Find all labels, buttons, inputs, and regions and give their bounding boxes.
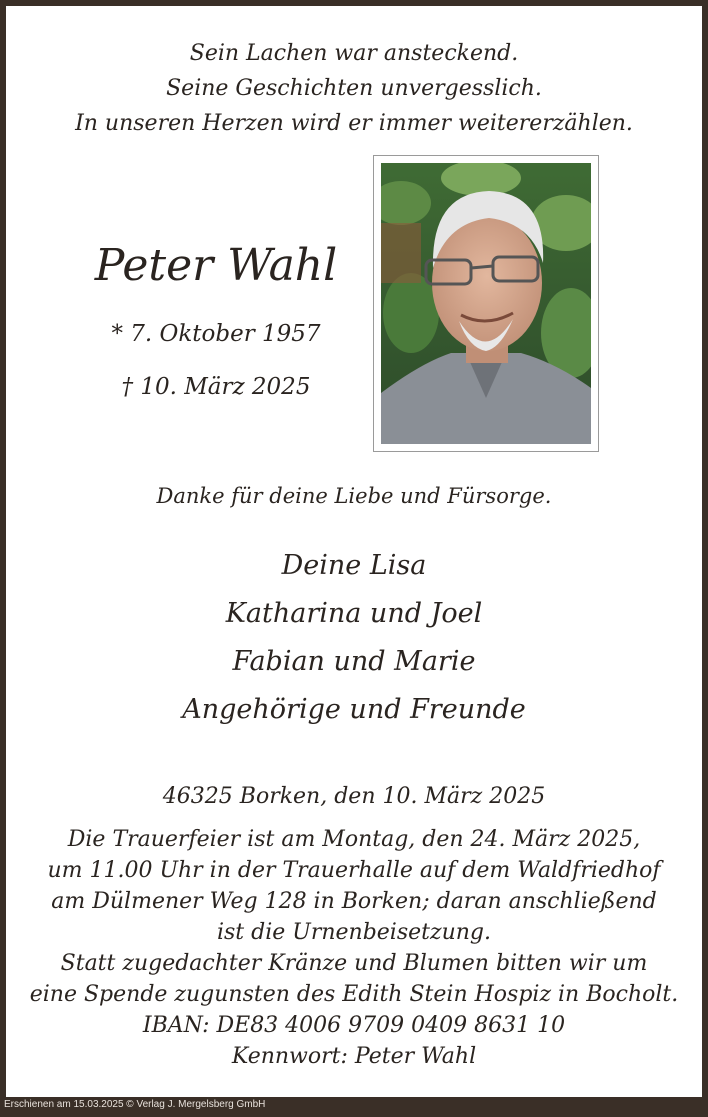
family-member: Deine Lisa xyxy=(281,550,427,581)
detail-line: eine Spende zugunsten des Edith Stein Hospiz in Bocholt. xyxy=(29,982,679,1007)
obituary-card xyxy=(6,6,702,1097)
portrait-illustration xyxy=(381,163,591,444)
detail-line: am Dülmener Weg 128 in Borken; daran anschließend xyxy=(51,889,657,914)
family-member: Angehörige und Freunde xyxy=(182,694,526,725)
family-member: Fabian und Marie xyxy=(232,646,476,677)
portrait-photo xyxy=(381,163,591,444)
detail-line: IBAN: DE83 4006 9709 0409 8631 10 xyxy=(142,1013,566,1038)
birth-date: * 7. Oktober 1957 xyxy=(111,321,321,347)
poem-line: In unseren Herzen wird er immer weitererzählen. xyxy=(75,111,633,136)
family-member: Katharina und Joel xyxy=(225,598,483,629)
deceased-name: Peter Wahl xyxy=(94,240,338,291)
poem-line: Seine Geschichten unvergesslich. xyxy=(166,76,542,101)
detail-line: Die Trauerfeier ist am Montag, den 24. März 2025, xyxy=(67,827,641,852)
poem xyxy=(6,36,702,141)
family-list xyxy=(6,542,702,734)
poem-line: Sein Lachen war ansteckend. xyxy=(189,41,519,66)
publication-footer: Erschienen am 15.03.2025 © Verlag J. Mergelsberg GmbH xyxy=(4,1099,266,1110)
place-date: 46325 Borken, den 10. März 2025 xyxy=(162,784,546,809)
thanks-line: Danke für deine Liebe und Fürsorge. xyxy=(156,484,552,508)
detail-line: ist die Urnenbeisetzung. xyxy=(216,920,491,945)
detail-line: um 11.00 Uhr in der Trauerhalle auf dem Waldfriedhof xyxy=(47,858,661,883)
funeral-details xyxy=(6,824,702,1072)
detail-line: Kennwort: Peter Wahl xyxy=(231,1044,477,1069)
detail-line: Statt zugedachter Kränze und Blumen bitten wir um xyxy=(60,951,648,976)
photo-frame xyxy=(373,155,599,452)
death-date: † 10. März 2025 xyxy=(121,374,311,400)
